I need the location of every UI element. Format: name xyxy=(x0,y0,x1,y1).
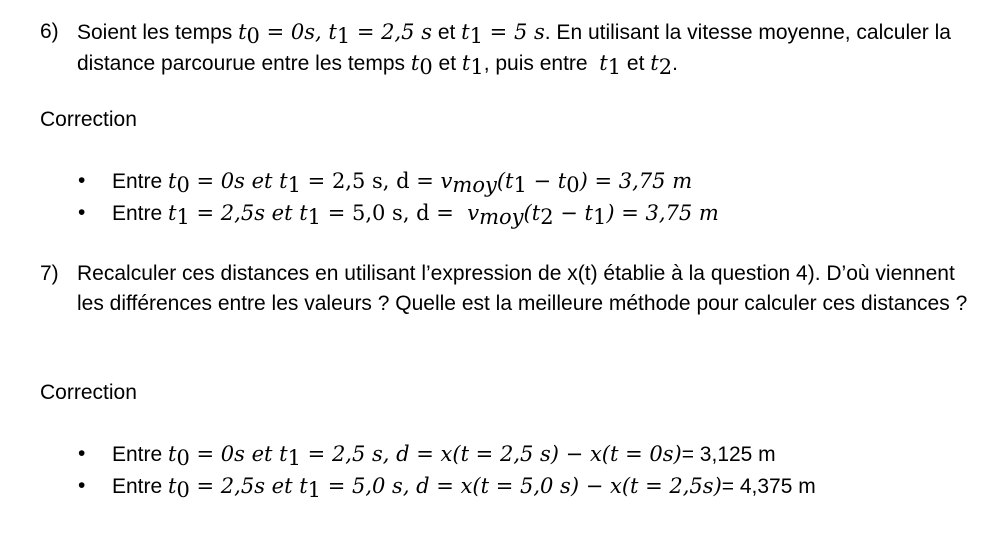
math: = 0s et xyxy=(189,442,280,466)
subscript: 0 xyxy=(176,478,190,502)
math: t xyxy=(279,169,288,193)
subscript: 1 xyxy=(287,446,301,470)
list-item xyxy=(78,165,692,198)
bullet-icon: • xyxy=(78,442,86,465)
subscript: 1 xyxy=(470,55,484,79)
subscript: moy xyxy=(452,173,497,197)
math: = 0s et xyxy=(189,169,280,193)
subscript: 2 xyxy=(540,205,554,229)
math: t xyxy=(238,20,247,44)
subscript: 2 xyxy=(658,55,673,79)
text: Entre xyxy=(112,202,169,225)
math: t xyxy=(299,474,308,498)
math: = 2,5 s, d = xyxy=(301,169,441,193)
math: t xyxy=(599,51,608,75)
subscript: 1 xyxy=(592,205,607,229)
question-number: 6) xyxy=(40,20,59,43)
text: et xyxy=(621,52,651,75)
question-7 xyxy=(40,259,970,319)
math: = 5,0 s, d = xyxy=(321,201,468,225)
math: = 2,5s et xyxy=(189,474,300,498)
subscript: 1 xyxy=(287,173,301,197)
subscript: 0 xyxy=(176,446,190,470)
math: = 5,0 s, d = x(t = 5,0 s) − x(t = 2,5s) xyxy=(321,474,722,498)
math: ) = 3,75 m xyxy=(579,169,693,193)
text: = 4,375 m xyxy=(721,475,816,498)
math: t xyxy=(168,442,177,466)
math: (t xyxy=(496,169,514,193)
math: = 5 s xyxy=(483,20,545,44)
correction-heading-1: Correction xyxy=(40,108,137,131)
math: t xyxy=(461,51,471,75)
subscript: 1 xyxy=(307,478,322,502)
math: = 2,5 s, d = x(t = 2,5 s) − x(t = 0s) xyxy=(301,442,682,466)
math: v xyxy=(467,201,480,225)
math: t xyxy=(168,201,177,225)
text: Entre xyxy=(112,475,169,498)
subscript: 1 xyxy=(307,205,322,229)
math: − t xyxy=(553,201,593,225)
question-text: Recalculer ces distances en utilisant l’expression de x(t) établie à la question 4). D’où viennent les différences entre les valeurs ? Quelle est la meilleure méthode pour calculer ces distances ? xyxy=(77,262,968,315)
math: = 2,5s et xyxy=(189,201,300,225)
text: , puis entre xyxy=(483,52,600,75)
question-text xyxy=(77,17,970,79)
question-6 xyxy=(40,17,970,79)
text: et xyxy=(432,52,462,75)
math: = 2,5 s xyxy=(350,20,432,44)
math: t xyxy=(299,201,308,225)
subscript: 1 xyxy=(336,24,351,48)
math: v xyxy=(440,169,453,193)
subscript: 1 xyxy=(469,24,483,48)
math: = 0s, xyxy=(259,20,329,44)
math: t xyxy=(328,20,337,44)
subscript: 0 xyxy=(176,173,190,197)
text: Soient les temps xyxy=(77,21,239,44)
math: − t xyxy=(526,169,567,193)
subscript: 1 xyxy=(176,205,190,229)
math: t xyxy=(168,169,177,193)
bullet-icon: • xyxy=(78,201,86,224)
text: Entre xyxy=(112,170,169,193)
math: (t xyxy=(523,201,541,225)
question-number: 7) xyxy=(40,262,59,285)
bullet-icon: • xyxy=(78,474,86,497)
list-item xyxy=(78,197,719,230)
text: et xyxy=(431,21,462,44)
math: t xyxy=(461,20,470,44)
subscript: 0 xyxy=(566,173,580,197)
subscript: 0 xyxy=(419,55,433,79)
text: Entre xyxy=(112,443,169,466)
subscript: moy xyxy=(479,205,524,229)
math: t xyxy=(279,442,288,466)
subscript: 1 xyxy=(513,173,527,197)
correction-heading-2: Correction xyxy=(40,381,137,404)
math: t xyxy=(410,51,420,75)
text: . En utilisant la vitesse moyenne, calculer la distance parcourue entre les temps xyxy=(77,21,951,75)
text: = 3,125 m xyxy=(681,443,776,466)
text: . xyxy=(672,52,678,75)
list-item xyxy=(78,470,816,503)
math: ) = 3,75 m xyxy=(606,201,719,225)
math: t xyxy=(168,474,177,498)
bullet-icon: • xyxy=(78,169,86,192)
math: t xyxy=(650,51,659,75)
subscript: 0 xyxy=(246,24,260,48)
subscript: 1 xyxy=(607,55,622,79)
list-item xyxy=(78,438,776,471)
